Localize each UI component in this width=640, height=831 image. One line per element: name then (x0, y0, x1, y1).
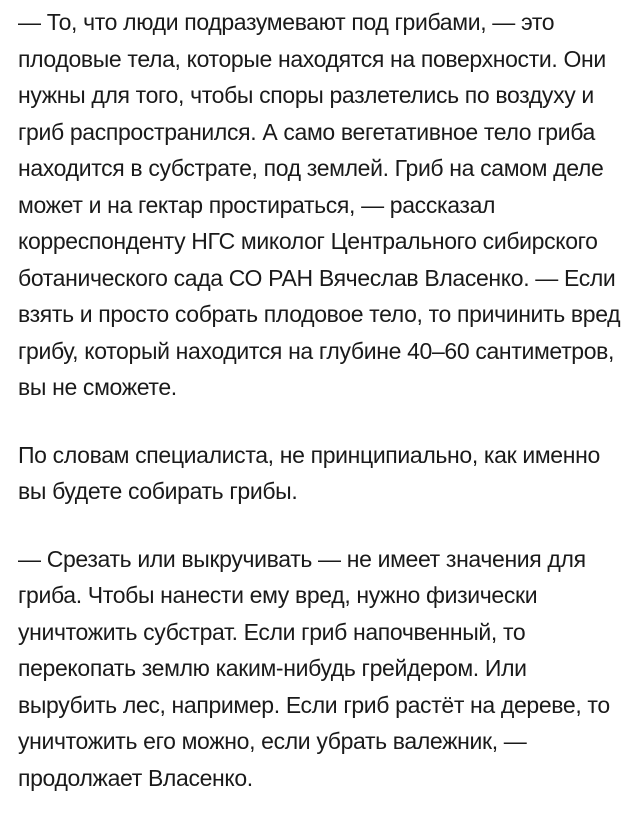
paragraph-quote-intro: — То, что люди подразумевают под грибами, — это плодовые тела, которые находятся на поверхности. Они нужны для того, чтобы споры разлетелись по воздуху и гриб распространился. А само вегетативное тело гриба находится в субстрате, под землей. Гриб на самом деле может и на гектар простираться, — рассказал корреспонденту НГС миколог Центрального сибирского ботанического сада СО РАН Вячеслав Власенко. — Если взять и просто собрать плодовое тело, то причинить вред грибу, который находится на глубине 40–60 сантиметров, вы не сможете. (18, 9, 621, 400)
paragraph-specialist-words: По словам специалиста, не принципиально, как именно вы будете собирать грибы. (18, 441, 600, 504)
article-body (18, 4, 626, 796)
paragraph-quote-continuation: — Срезать или выкручивать — не имеет значения для гриба. Чтобы нанести ему вред, нужно физически уничтожить субстрат. Если гриб напочвенный, то перекопать землю каким-нибудь грейдером. Или вырубить лес, например. Если гриб растёт на дереве, то уничтожить его можно, если убрать валежник, — продолжает Власенко. (18, 545, 610, 791)
